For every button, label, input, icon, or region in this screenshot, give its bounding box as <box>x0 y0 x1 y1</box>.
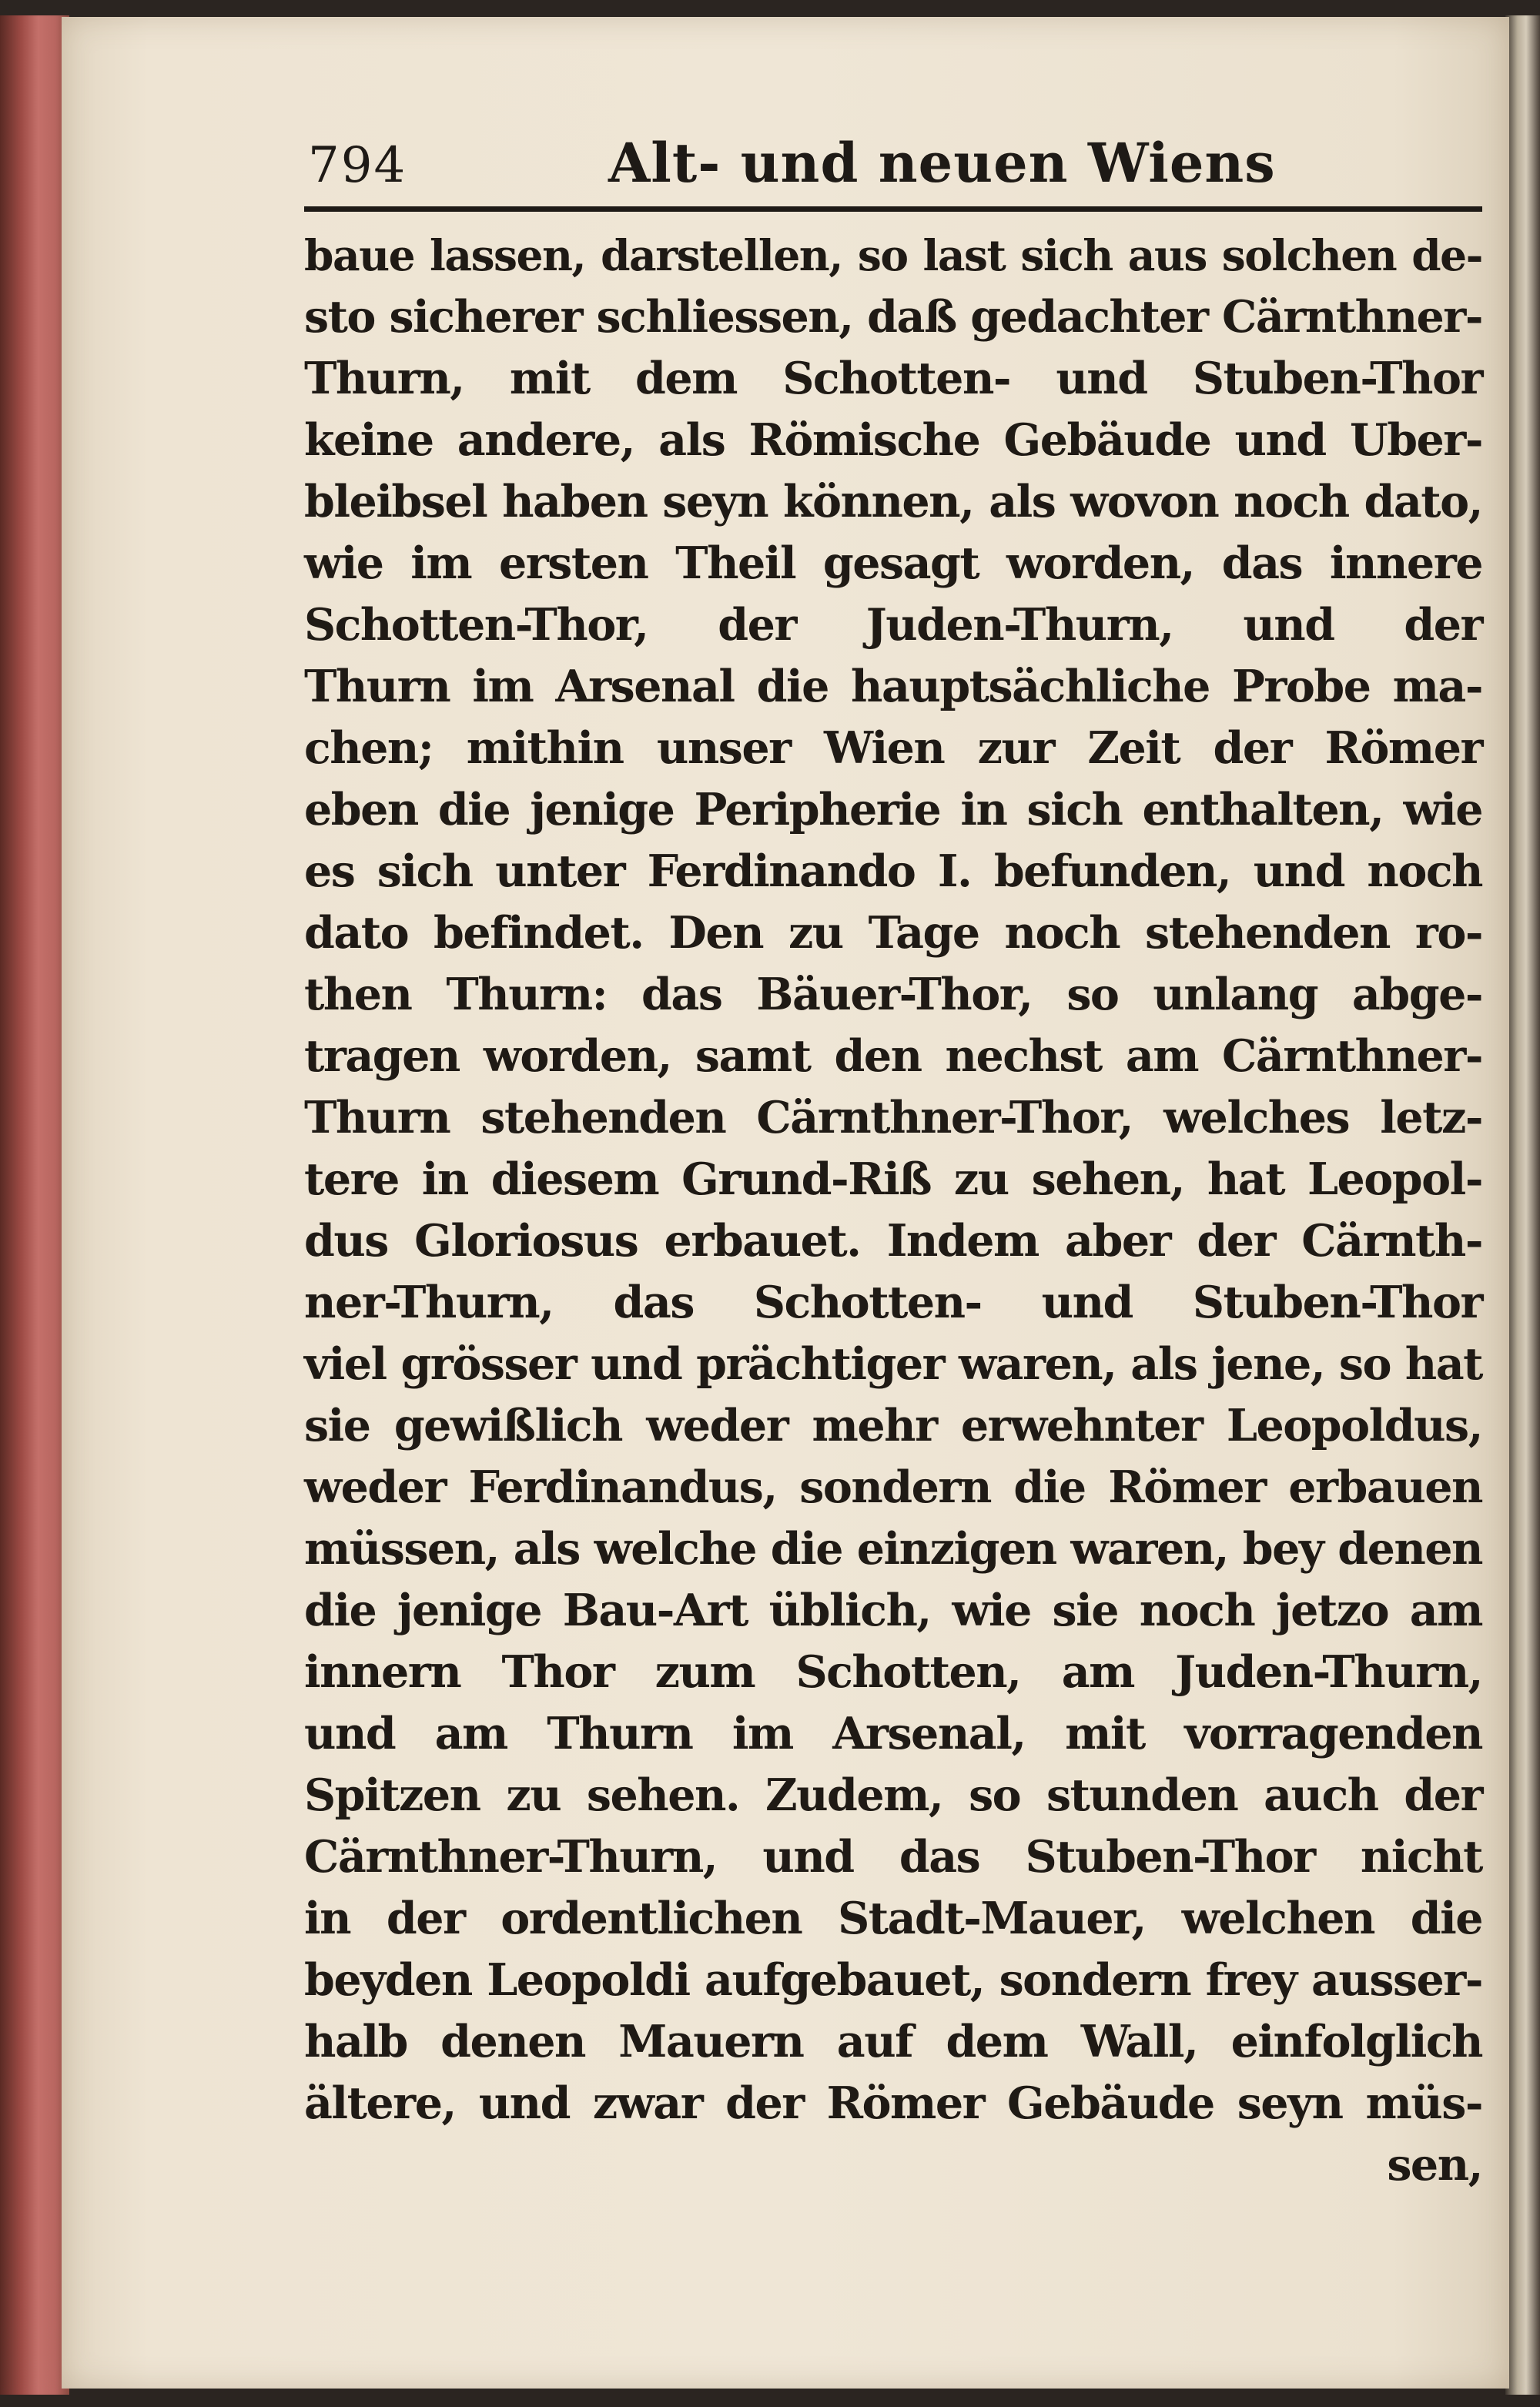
text-line: Thurn im Arsenal die hauptsächliche Probe ma- <box>304 661 1482 712</box>
text-line: Spitzen zu sehen. Zudem, so stunden auch der <box>304 1769 1482 1821</box>
text-line: sto sicherer schliessen, daß gedachter Cärnthner- <box>304 291 1482 343</box>
text-line: ner-Thurn, das Schotten- und Stuben-Thor <box>304 1277 1482 1328</box>
running-head: Alt- und neuen Wiens <box>608 131 1276 195</box>
text-line: Thurn stehenden Cärnthner-Thor, welches letz- <box>304 1092 1482 1143</box>
text-line: then Thurn: das Bäuer-Thor, so unlang abge- <box>304 969 1482 1020</box>
text-line: Thurn, mit dem Schotten- und Stuben-Thor <box>304 353 1482 404</box>
header-rule <box>304 206 1482 212</box>
text-line: beyden Leopoldi aufgebauet, sondern frey ausser- <box>304 1954 1482 2006</box>
text-line: innern Thor zum Schotten, am Juden-Thurn, <box>304 1646 1482 1698</box>
text-line: tragen worden, samt den nechst am Cärnthner- <box>304 1030 1482 1082</box>
text-line: keine andere, als Römische Gebäude und Uber- <box>304 414 1482 466</box>
text-line: und am Thurn im Arsenal, mit vorragenden <box>304 1708 1482 1759</box>
text-line: müssen, als welche die einzigen waren, bey denen <box>304 1523 1482 1575</box>
text-line: dato befindet. Den zu Tage noch stehenden ro- <box>304 907 1482 959</box>
text-line: eben die jenige Peripherie in sich enthalten, wie <box>304 784 1482 835</box>
catchword: sen, <box>1387 2139 1482 2191</box>
text-line: es sich unter Ferdinando I. befunden, und noch <box>304 845 1482 897</box>
page-number: 794 <box>308 137 407 194</box>
text-line: die jenige Bau-Art üblich, wie sie noch jetzo am <box>304 1585 1482 1636</box>
text-line: dus Gloriosus erbauet. Indem aber der Cärnth- <box>304 1215 1482 1267</box>
binding-strip <box>1505 15 1540 2395</box>
text-line: ältere, und zwar der Römer Gebäude seyn müs- <box>304 2077 1482 2129</box>
text-line: weder Ferdinandus, sondern die Römer erbauen <box>304 1461 1482 1513</box>
text-line: wie im ersten Theil gesagt worden, das innere <box>304 537 1482 589</box>
text-line: in der ordentlichen Stadt-Mauer, welchen die <box>304 1893 1482 1944</box>
text-line: tere in diesem Grund-Riß zu sehen, hat Leopol- <box>304 1153 1482 1205</box>
text-line: Schotten-Thor, der Juden-Thurn, und der <box>304 599 1482 651</box>
body-text <box>304 225 1482 2196</box>
text-line: baue lassen, darstellen, so last sich aus solchen de- <box>304 230 1482 280</box>
text-line: halb denen Mauern auf dem Wall, einfolglich <box>304 2016 1482 2067</box>
text-line: sie gewißlich weder mehr erwehnter Leopoldus, <box>304 1400 1482 1451</box>
text-line: chen; mithin unser Wien zur Zeit der Römer <box>304 722 1482 774</box>
text-line: viel grösser und prächtiger waren, als jene, so hat <box>304 1338 1482 1390</box>
text-line: bleibsel haben seyn können, als wovon noch dato, <box>304 476 1482 527</box>
book-edge <box>0 15 69 2395</box>
text-line: Cärnthner-Thurn, und das Stuben-Thor nicht <box>304 1831 1482 1883</box>
page-header <box>308 131 1486 208</box>
